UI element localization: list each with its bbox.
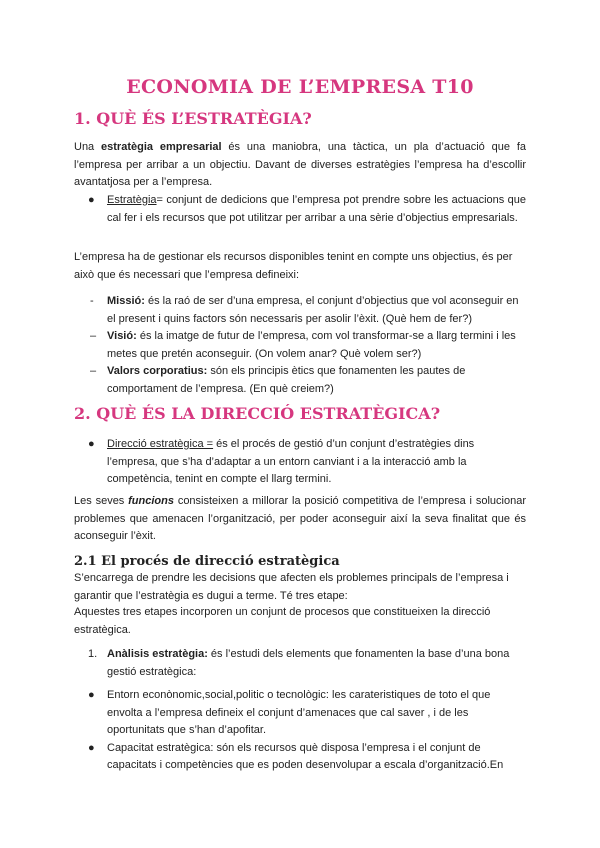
intro-post: és una maniobra, una tàctica, un pla d’actuació que fa l’empresa per arribar a un objectiu. Davant de diverses estratègies l’empresa ha d’escollir avantatjosa per a l’empresa.	[74, 141, 526, 188]
section-1-para-2: L’empresa ha de gestionar els recursos disponibles tenint en compte uns objectius, és per això que és necessari que l’empresa defineixi:	[74, 251, 513, 281]
bullet-text: = conjunt de dedicions que l’empresa pot prendre sobre les actuacions que cal fer i els recursos que pot utilitzar per arribar a una sèrie d’objectius empresarials.	[107, 194, 526, 224]
list-number: 1.	[88, 648, 98, 660]
analysis-bullets	[74, 687, 526, 775]
functions-post: consisteixen a millorar la posició competitiva de l’empresa i solucionar problemes que amenacen l’organització, per poder aconseguir així la seva finalitat que és aconseguir l’èxit.	[74, 495, 526, 542]
section-1-heading: 1. QUÈ ÉS L’ESTRATÈGIA?	[74, 109, 312, 128]
bullet-term: Direcció estratègica =	[107, 438, 214, 450]
item-term: Visió:	[107, 330, 137, 342]
numbered-list	[74, 646, 526, 681]
item-text: és la imatge de futur de l’empresa, com vol transformar-se a llarg termini i les metes que pretén aconseguir. (On volem anar? Què volem ser?)	[107, 330, 516, 360]
intro-pre: Una	[74, 141, 102, 153]
item-text: Capacitat estratègica: són els recursos què disposa l’empresa i el conjunt de capacitats i competències que es poden desenvolupar a escala d’organització.En	[107, 741, 504, 771]
intro-bold-term: estratègia empresarial	[101, 141, 222, 153]
list-item	[74, 646, 526, 681]
bullet-dot-icon: ●	[88, 438, 95, 450]
document-title: ECONOMIA DE L’EMPRESA T10	[126, 76, 474, 98]
list-item	[74, 687, 526, 740]
list-item	[74, 740, 526, 775]
direction-bullet	[74, 436, 526, 489]
dash-icon: -	[90, 295, 94, 307]
section-2-1-para-1: S’encarrega de prendre les decisions que afecten els problemes principals de l’empresa i garantir que l’estratègia es dugui a terme. Té tres etape:	[74, 572, 509, 602]
strategy-bullet	[74, 192, 526, 227]
item-text: és la raó de ser d’una empresa, el conjunt d’objectius que vol aconseguir en el present i quins factors són necessaris per asolir l’èxit. (Què hem de fer?)	[107, 295, 519, 325]
bullet-text: és el procés de gestió d’un conjunt d’estratègies dins l’empresa, que s’ha d’adaptar a un entorn canviant i a la interacció amb la competència, tenint en compte el llarg termini.	[107, 438, 475, 485]
item-term: Missió:	[107, 295, 145, 307]
definitions-list	[74, 293, 526, 398]
bullet-dot-icon: ●	[88, 741, 95, 754]
item-text: Entorn econònomic,social,politic o tecnològic: les carateristiques de toto el que envolta a l’empresa defineix el conjunt d’amenaces que cal saver , i de les oportunitats que s’han d’apofitar.	[107, 689, 491, 736]
list-item	[74, 363, 526, 398]
list-item	[74, 328, 526, 363]
section-2-1-heading: 2.1 El procés de direcció estratègica	[74, 554, 340, 569]
bullet-term: Estratègia	[107, 194, 157, 206]
list-item	[74, 192, 526, 227]
item-term: Anàlisis estratègia:	[107, 648, 208, 660]
section-2-heading: 2. QUÈ ÉS LA DIRECCIÓ ESTRATÈGICA?	[74, 404, 441, 423]
dash-icon: –	[90, 330, 97, 342]
bullet-dot-icon: ●	[88, 689, 95, 701]
functions-pre: Les seves	[74, 495, 129, 507]
item-text: és l’estudi dels elements que fonamenten la base d’una bona gestió estratègica:	[107, 648, 510, 678]
section-1-intro	[74, 139, 526, 192]
item-term: Valors corporatius:	[107, 365, 208, 377]
functions-bold: funcions	[128, 495, 174, 507]
item-text: són els principis ètics que fonamenten les pautes de comportament de l’empresa. (En què creiem?)	[107, 365, 466, 395]
functions-paragraph	[74, 493, 526, 546]
list-item	[74, 293, 526, 328]
bullet-dot-icon: ●	[88, 194, 95, 206]
dash-icon: –	[90, 365, 97, 377]
list-item	[74, 436, 526, 489]
section-2-1-para-2: Aquestes tres etapes incorporen un conjunt de procesos que constitueixen la direcció estratègica.	[74, 606, 491, 636]
